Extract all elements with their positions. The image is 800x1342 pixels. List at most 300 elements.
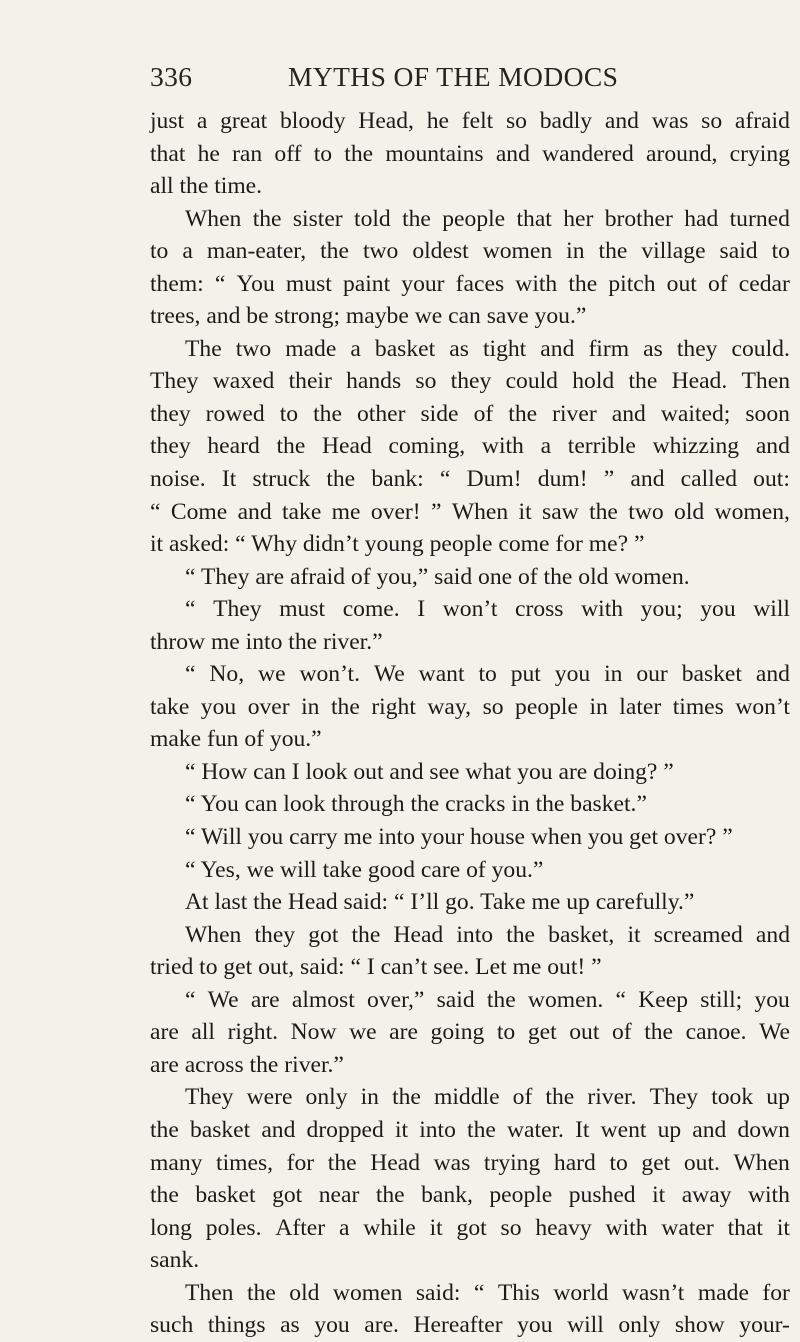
word: “ [473,1279,485,1306]
word: as [280,1312,300,1339]
word: screamed [653,921,743,948]
word: the [545,1084,575,1111]
text-line [150,430,790,463]
word: to [771,238,790,265]
word: must [279,596,326,623]
word: struck [252,466,311,493]
word: waited; [660,400,731,427]
word: made [285,335,337,362]
word: with [581,596,624,623]
word: Head [393,921,444,948]
word: they [150,433,191,460]
word: whizzing [652,433,740,460]
word: the [252,205,282,232]
word: was [433,1149,471,1176]
word: side [420,400,459,427]
word: way, [427,693,472,720]
word: Then [741,368,790,395]
word: to [609,1149,628,1176]
word: still; [700,986,743,1013]
word: Keep [638,986,689,1013]
word: them: [150,270,204,297]
word: take [150,693,190,720]
word: out: [753,466,790,493]
word: a [540,433,552,460]
text-line: “ They are afraid of you,” said one of the old women. [185,563,690,590]
word: When [185,921,242,948]
text-line: it asked: “ Why didn’t young people come for me? ” [150,531,645,558]
word: paint [342,270,391,297]
word: down [737,1116,790,1143]
text-line [150,691,790,724]
word: he [426,108,449,134]
word: the [392,1084,421,1111]
word: ” [430,498,442,525]
word: out [666,270,697,297]
word: things [207,1312,266,1339]
word: you [314,1312,350,1339]
word: so [500,1214,522,1241]
text-line: throw me into the river.” [150,628,383,655]
word: the [313,400,342,427]
word: waxed [212,368,275,395]
word: ran [232,140,263,167]
text-line [150,658,790,691]
word: Then [185,1279,234,1306]
word: We [207,986,239,1013]
word: in [589,693,608,720]
word: “ [615,986,626,1013]
word: of [512,1084,533,1111]
word: away [681,1182,732,1209]
word: When [185,205,242,232]
word: your- [739,1312,790,1339]
word: to [478,661,497,688]
text-line: all the time. [150,173,263,200]
word: and [755,433,790,460]
word: and [261,1116,296,1143]
word: When [733,1149,790,1176]
word: river. [587,1084,637,1111]
word: to [496,1019,516,1046]
word: show [674,1312,725,1339]
word: turned [729,205,790,232]
body-text [150,105,790,1342]
word: The [185,335,222,362]
word: basket, [548,921,615,948]
text-line [150,138,790,171]
word: they [676,335,718,362]
word: won’t [735,693,790,720]
word: bank: [371,466,424,493]
word: off [274,140,302,167]
word: the [598,238,628,265]
word: out. [683,1149,720,1176]
word: almost [291,986,355,1013]
word: the [326,466,356,493]
word: won’t [442,596,498,623]
word: could. [731,335,790,362]
text-line [150,593,790,626]
word: hands [346,368,402,395]
word: They [185,1084,234,1111]
word: bloody [279,108,346,134]
word: just [150,108,185,134]
word: it [394,1116,409,1143]
word: to [313,140,333,167]
word: had [684,205,719,232]
word: women, [714,498,790,525]
word: pitch [608,270,656,297]
word: other [356,400,406,427]
word: and [630,466,665,493]
word: around, [646,140,718,167]
word: No, [209,661,245,688]
word: will [567,1312,604,1339]
word: hard [553,1149,596,1176]
text-line [150,1016,790,1049]
word: After [275,1214,326,1241]
word: felt [461,108,494,134]
word: the [327,1149,357,1176]
word: they [150,400,191,427]
word: the [628,368,658,395]
word: Now [290,1019,337,1046]
text-line [150,496,790,529]
word: “ [214,270,226,297]
word: They [213,596,262,623]
text-line [150,203,790,236]
word: all [191,1019,215,1046]
word: terrible [567,433,636,460]
word: coming, [388,433,466,460]
word: heard [207,433,260,460]
word: the [644,1019,674,1046]
text-line: “ Will you carry me into your house when you get over? ” [185,824,733,851]
word: it [652,1182,666,1209]
word: so [701,108,723,134]
word: said: [415,1279,461,1306]
word: Head, [358,108,414,134]
word: oldest [412,238,469,265]
word: take [282,498,322,525]
word: women [482,238,553,265]
word: with [747,1182,790,1209]
word: poles. [205,1214,262,1241]
word: going [430,1019,485,1046]
word: and [755,921,790,948]
word: right [371,693,416,720]
word: our [636,661,668,688]
word: dum! [537,466,588,493]
word: her [563,205,594,232]
word: with [605,1214,648,1241]
word: man-eater, [206,238,307,265]
word: a [182,238,193,265]
word: that [727,1214,763,1241]
word: basket [681,661,742,688]
word: got [308,921,339,948]
word: many [150,1149,203,1176]
word: so [482,693,504,720]
word: only [618,1312,661,1339]
word: for [762,1279,790,1306]
word: the [508,400,538,427]
word: old [674,498,705,525]
word: sister [292,205,343,232]
text-line [150,365,790,398]
word: “ [185,596,196,623]
word: two [628,498,664,525]
word: to [279,400,299,427]
word: could [505,368,558,395]
word: called [680,466,737,493]
word: basket [195,1182,256,1209]
text-line: “ Yes, we will take good care of you.” [185,856,544,883]
word: the [486,986,516,1013]
word: the [589,498,618,525]
word: They [649,1084,699,1111]
word: “ [150,498,161,525]
word: the [150,1116,179,1143]
word: dropped [306,1116,384,1143]
word: and [604,108,639,134]
word: “ [185,986,196,1013]
word: of [611,1019,632,1046]
word: a [338,1214,350,1241]
word: such [150,1312,194,1339]
word: only [305,1084,348,1111]
page-number: 336 [150,61,193,92]
word: people [442,205,506,232]
word: When [451,498,509,525]
word: the [330,693,360,720]
text-line [150,105,790,138]
text-line [150,1081,790,1114]
word: crying [729,140,790,167]
word: in [566,238,585,265]
word: you; [640,596,683,623]
word: mountains [385,140,484,167]
word: basket [374,335,436,362]
word: and [611,400,646,427]
text-line: trees, and be strong; maybe we can save you.” [150,303,587,330]
word: the [150,1182,179,1209]
word: will [753,596,790,623]
word: water [661,1214,714,1241]
text-line [150,1309,790,1342]
word: the [351,921,381,948]
word: We [373,661,405,688]
text-line [150,398,790,431]
word: out [569,1019,600,1046]
word: the [320,238,349,265]
word: so [505,108,527,134]
word: that [150,140,186,167]
text-line [150,1212,790,1245]
word: times [672,693,724,720]
word: in [301,693,320,720]
word: two [235,335,272,362]
running-title: MYTHS OF THE MODOCS [288,61,619,92]
word: it [429,1214,443,1241]
word: with [515,270,558,297]
word: women [332,1279,403,1306]
word: They [150,368,199,395]
word: put [510,661,541,688]
word: the [276,433,306,460]
word: in [604,661,623,688]
word: the [402,205,431,232]
word: get [641,1149,671,1176]
word: as [643,335,663,362]
word: you [517,1312,553,1339]
word: over [247,693,290,720]
word: they [254,921,296,948]
word: was [651,108,689,134]
word: “ [439,466,451,493]
word: and [237,498,272,525]
text-line: tried to get out, said: “ I can’t see. Let me out! ” [150,954,602,981]
word: afraid [734,108,790,134]
word: of [473,400,494,427]
word: village [641,238,706,265]
word: over,” [367,986,425,1013]
text-line [150,984,790,1017]
text-line [150,333,790,366]
word: it [776,1214,790,1241]
word: canoe. [685,1019,747,1046]
word: he [197,140,220,167]
word: you [200,693,237,720]
word: ” [603,466,615,493]
word: two [362,238,399,265]
word: a [196,108,208,134]
word: up [657,1116,682,1143]
word: Head. [671,368,728,395]
word: as [449,335,469,362]
word: in [360,1084,379,1111]
word: their [288,368,332,395]
word: near [318,1182,360,1209]
word: are [250,986,280,1013]
word: a [350,335,361,362]
word: you [554,661,591,688]
word: and [692,1116,727,1143]
word: Dum! [466,466,522,493]
text-line [150,1147,790,1180]
word: tight [482,335,527,362]
word: we [258,661,286,688]
word: badly [539,108,593,134]
word: “ [185,661,196,688]
word: This [497,1279,540,1306]
word: You [236,270,275,297]
word: you [700,596,736,623]
word: are. [364,1312,399,1339]
word: pushed [568,1182,636,1209]
word: it [627,921,641,948]
word: your [401,270,445,297]
word: soon [745,400,790,427]
word: We [759,1019,790,1046]
word: wandered [542,140,634,167]
word: it [518,498,532,525]
word: you [754,986,790,1013]
word: It [575,1116,590,1143]
word: saw [542,498,579,525]
text-line: make fun of you.” [150,726,322,753]
word: faces [455,270,505,297]
word: while [363,1214,416,1241]
word: into [456,921,494,948]
text-line [150,1277,790,1310]
word: river [552,400,597,427]
word: later [619,693,662,720]
word: right. [227,1019,279,1046]
word: the [375,1182,405,1209]
text-line [150,268,790,301]
word: world [553,1279,609,1306]
word: got [456,1214,487,1241]
word: got [272,1182,303,1209]
word: with [481,433,524,460]
word: cross [515,596,564,623]
word: I [417,596,426,623]
word: took [711,1084,754,1111]
word: the [344,140,374,167]
word: Hereafter [413,1312,503,1339]
word: for [286,1149,315,1176]
word: want [418,661,465,688]
word: said [719,238,758,265]
word: Head [370,1149,420,1176]
word: told [354,205,391,232]
word: old [289,1279,320,1306]
text-line: “ How can I look out and see what you are doing? ” [185,758,674,785]
word: Head [322,433,372,460]
word: said [436,986,475,1013]
word: the [568,270,598,297]
word: to [150,238,169,265]
word: come. [342,596,400,623]
word: It [221,466,237,493]
word: they [450,368,492,395]
word: over! [370,498,421,525]
word: the [467,1116,496,1143]
word: into [419,1116,456,1143]
word: the [506,921,536,948]
word: great [220,108,268,134]
word: the [246,1279,276,1306]
word: so [415,368,437,395]
word: long [150,1214,192,1241]
text-line [150,1114,790,1147]
word: noise. [150,466,206,493]
word: that [516,205,552,232]
text-line: sank. [150,1247,200,1274]
word: heavy [535,1214,592,1241]
word: won’t. [299,661,360,688]
text-line [150,919,790,952]
text-line: “ You can look through the cracks in the basket.” [185,791,647,818]
word: are [389,1019,418,1046]
word: and [540,335,575,362]
word: we [349,1019,377,1046]
word: cedar [738,270,790,297]
word: Come [170,498,228,525]
word: brother [604,205,673,232]
